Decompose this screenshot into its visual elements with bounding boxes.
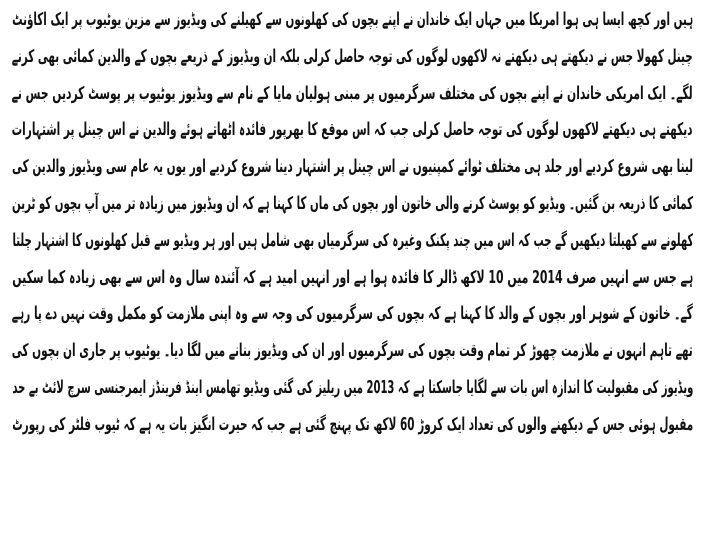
- paragraph-line: گے۔ خاتون کے شوہر اور بچوں کے والد کا کہنا ہے کہ بچوں کی سرگرمیوں کی وجہ سے وہ اپنی ملازمت کو مکمل وقت نہیں دے پا رہے: [12, 304, 693, 325]
- paragraph-line: ہیں اور کچھ ایسا ہی ہوا امریکا میں جہاں ایک خاندان نے اپنے بچوں کی کھلونوں سے کھیلنے کی ویڈیوز سے مزین یوٹیوب پر ایک اکاؤنٹ: [12, 10, 693, 30]
- article-text: [12, 2, 693, 444]
- paragraph-line: دیکھتے ہی دیکھتے لاکھوں لوگوں کی توجہ حاصل کرلی جب کہ اس موقع کا بھرپور فائدہ اٹھاتے ہوئے والدین نے اس چینل پر اشتہارات: [12, 120, 693, 141]
- paragraph-line: تھے تاہم انہوں نے ملازمت چھوڑ کر تمام وقت بچوں کی سرگرمیوں اور ان کی ویڈیوز بنانے میں لگا دیا۔ یوٹیوب پر جاری ان بچوں کی: [12, 341, 693, 362]
- paragraph-line: مقبول ہوئی جس کے دیکھنے والوں کی تعداد ایک کروڑ 60 لاکھ تک پہنچ گئی ہے جب کہ حیرت انگیز بات یہ ہے کہ ٹیوب فلٹر کی رپورٹ: [12, 414, 693, 435]
- paragraph-line: لگے۔ ایک امریکی خاندان نے اپنے بچوں کی مختلف سرگرمیوں پر مبنی ہولیان مایا کے نام سے ویڈیوز یوٹیوب پر پوسٹ کردیں جس نے: [12, 83, 693, 104]
- paragraph-line: ہے جس سے انہیں صرف 2014 میں 10 لاکھ ڈالر کا فائدہ ہوا ہے اور انہیں امید ہے کہ آئندہ سال وہ اس سے بھی زیادہ کما سکیں: [12, 267, 693, 288]
- paragraph-line: چینل کھولا جس نے دیکھتے ہی دیکھتے نہ لاکھوں لوگوں کی توجہ حاصل کرلی بلکہ ان ویڈیوز کے ذریعے بچوں کے والدین کمائی بھی کرنے: [12, 46, 693, 67]
- paragraph-line: کمائی کا ذریعہ بن گئیں۔ ویڈیو کو پوسٹ کرنے والی خاتون اور بچوں کی ماں کا کہنا ہے کہ ان ویڈیوز میں زیادہ تر میں آپ بچوں کو ٹرین: [12, 193, 693, 214]
- paragraph-line: ویڈیوز کی مقبولیت کا اندازہ اس بات سے لگایا جاسکتا ہے کہ 2013 میں ریلیز کی گئی ویڈیو تھامس اینڈ فرینڈز ایمرجنسی سرچ لائٹ بے حد: [12, 377, 693, 398]
- paragraph-line: کھلونے سے کھیلتا دیکھیں گے جب کہ اس میں چند پکنک وغیرہ کی سرگرمیاں بھی شامل ہیں اور ہر ویڈیو سے قبل کھلونوں کا اشتہار چلتا: [12, 230, 693, 251]
- paragraph-line: لینا بھی شروع کردیے اور جلد ہی مختلف ٹوائے کمپنیوں نے اس چینل پر اشتہار دینا شروع کردیے اور یوں یہ عام سی ویڈیوز والدین کی: [12, 157, 693, 178]
